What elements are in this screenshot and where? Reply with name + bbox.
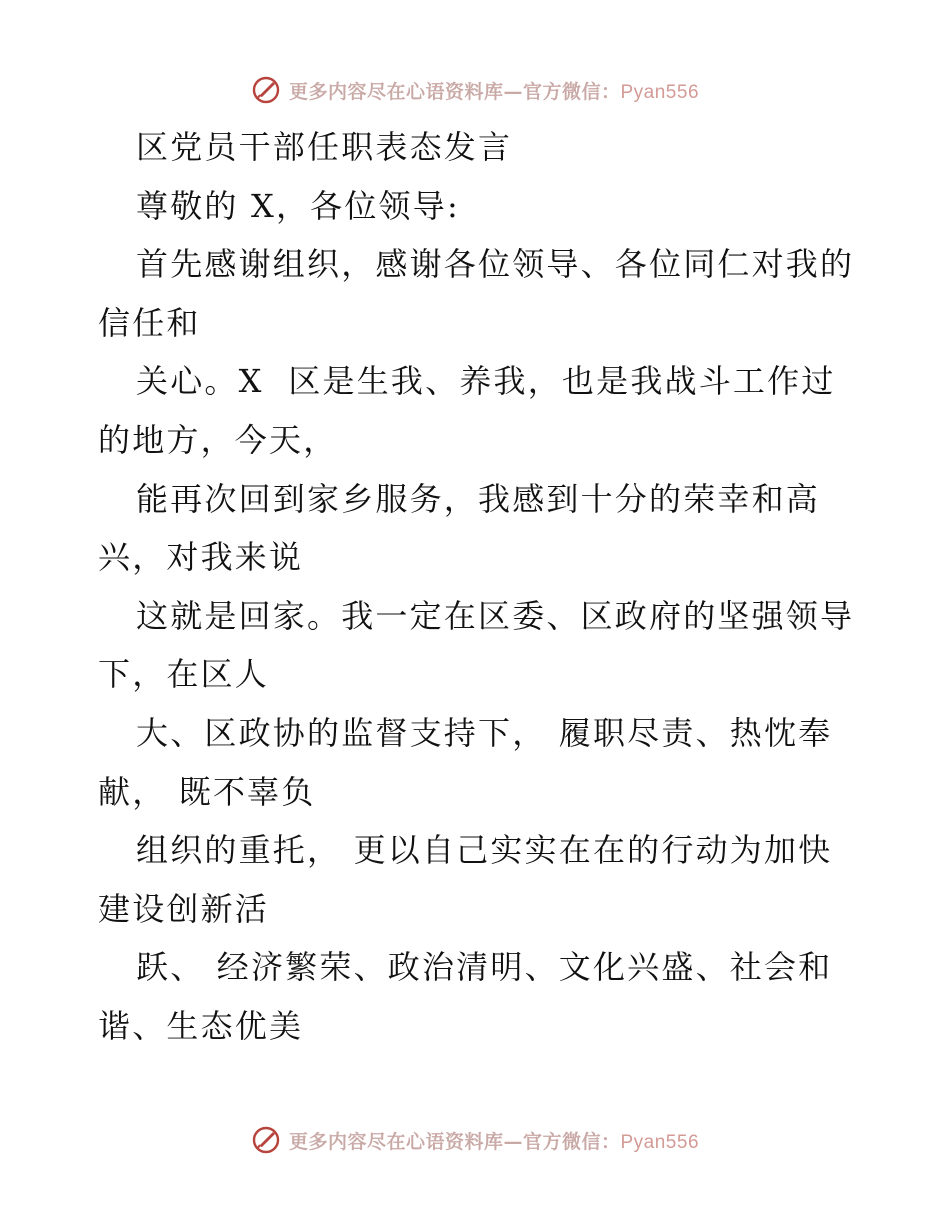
document-body: [98, 118, 858, 1056]
paragraph-line: 关心。X 区是生我、养我，也是我战斗工作过: [136, 362, 836, 401]
paragraph-line: 首先感谢组织，感谢各位领导、各位同仁对我的: [136, 245, 855, 284]
paragraph-line: 献， 既不辜负: [98, 772, 316, 811]
wechat-id: Pyan556: [620, 81, 700, 103]
salutation: 尊敬的 X，各位领导:: [136, 186, 460, 225]
wechat-id: Pyan556: [620, 1131, 700, 1153]
paragraph-line: 跃、 经济繁荣、政治清明、文化兴盛、社会和: [136, 948, 833, 987]
paragraph-line: 这就是回家。我一定在区委、区政府的坚强领导: [136, 596, 855, 635]
quill-seal-icon: [251, 75, 281, 105]
quill-seal-icon: [251, 1125, 281, 1155]
paragraph-line: 下，在区人: [98, 655, 270, 694]
paragraph-line: 的地方，今天，: [98, 420, 338, 459]
banner-text: 更多内容尽在心语资料库—官方微信：Pyan556: [288, 80, 700, 103]
paragraph-line: 信任和: [98, 303, 201, 342]
paragraph-line: 大、区政协的监督支持下， 履职尽责、热忱奉: [136, 713, 833, 752]
paragraph-line: 组织的重托， 更以自己实实在在的行动为加快: [136, 831, 833, 870]
paragraph-line: 建设创新活: [98, 889, 270, 928]
document-title: 区党员干部任职表态发言: [136, 128, 513, 166]
paragraph-line: 谐、生态优美: [98, 1006, 304, 1045]
header-banner: [0, 70, 950, 110]
banner-text: 更多内容尽在心语资料库—官方微信：Pyan556: [288, 1130, 700, 1153]
paragraph-line: 能再次回到家乡服务，我感到十分的荣幸和高: [136, 479, 821, 518]
footer-banner: [0, 1120, 950, 1160]
paragraph-line: 兴，对我来说: [98, 538, 304, 577]
